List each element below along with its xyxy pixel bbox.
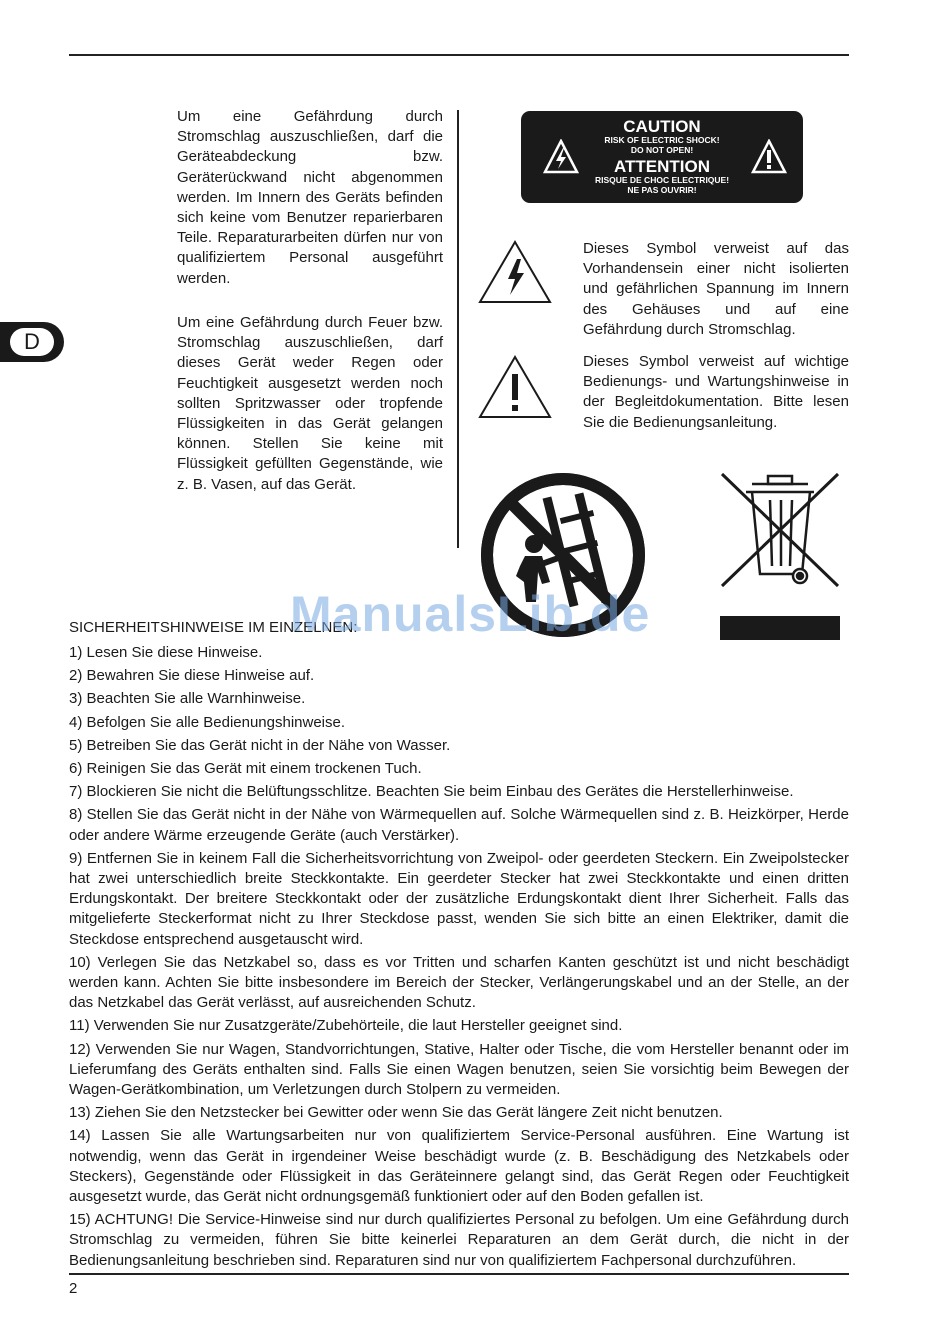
caution-do-not-open: DO NOT OPEN!	[630, 145, 694, 155]
list-item: 5) Betreiben Sie das Gerät nicht in der Nähe von Wasser.	[69, 736, 451, 754]
watermark: ManualsLib.de	[290, 586, 651, 642]
page-number: 2	[69, 1280, 78, 1297]
section-heading: SICHERHEITSHINWEISE IM EINZELNEN:	[69, 619, 358, 636]
lightning-warning-icon	[477, 239, 553, 305]
list-item: 3) Beachten Sie alle Warnhinweise.	[69, 690, 306, 708]
list-item: 9) Entfernen Sie in keinem Fall die Sicherheitsvorrichtung von Zweipol- oder geerdeten Steckern. Ein Zweipolstecker hat zwei unterschiedlich breite Steckkontakte. Ein geerdeter Stecker hat zwei Steckkontakte und einen dritten Erdungskontakt. Der breitere Steckkontakt oder der zusätzliche Erdungskontakt dient Ihrer Sicherheit. Falls das mitgelieferte Steckerformat nicht zu Ihrer Steckdose passt, wenden Sie sich bitte an einen Elektriker, damit die Steckdose entsprechend ausgetauscht wird.	[69, 849, 849, 948]
attention-title: ATTENTION	[613, 157, 710, 176]
list-item: 14) Lassen Sie alle Wartungsarbeiten nur von qualifiziertem Service-Personal ausführen. Eine Wartung ist notwendig, wenn das Gerät in irgendeiner Weise beschädigt wurde (z. B. Beschädigung des Netzkabels oder Steckers), Gegenstände oder Flüssigkeit in das Geräteinnere gelangt sind, das Gerät Regen oder Feuchtigkeit ausgesetzt wurde, das Gerät nicht ordnungsgemäß funktioniert oder auf den Boden gefallen ist.	[69, 1127, 849, 1206]
list-item: 12) Verwenden Sie nur Wagen, Standvorrichtungen, Stative, Halter oder Tische, die vom Hersteller benannt oder im Lieferumfang des Geräts enthalten sind. Falls Sie einen Wagen benutzen, seien Sie vorsichtig beim Bewegen der Wagen-Gerätkombination, um Verletzungen durch Stolpern zu vermeiden.	[69, 1040, 849, 1099]
exclamation-warning-icon	[477, 354, 553, 420]
list-item: 8) Stellen Sie das Gerät nicht in der Nähe von Wärmequellen auf. Solche Wärmequellen sind z. B. Heizkörper, Herde oder andere Wärme erzeugende Geräte (auch Verstärker).	[69, 806, 849, 844]
list-item: 15) ACHTUNG! Die Service-Hinweise sind nur durch qualifiziertes Personal zu befolgen. Um eine Gefährdung durch Stromschlag zu vermeiden, führen Sie bitte keinerlei Reparaturen an dem Gerät durch, die nicht in der Bedienungsanleitung beschrieben sind. Reparaturen sind nur von qualifiziertem Fachpersonal durchzuführen.	[69, 1211, 849, 1269]
list-item: 2) Bewahren Sie diese Hinweise auf.	[69, 667, 315, 685]
exclamation-symbol-description: Dieses Symbol verweist auf wichtige Bedienungs- und Wartungshinweise in der Begleitdokumentation. Bitte lesen Sie die Bedienungsanleitung.	[583, 353, 849, 431]
list-item: 10) Verlegen Sie das Netzkabel so, dass es vor Tritten und scharfen Kanten geschützt ist und nicht beschädigt werden kann. Achten Sie bitte insbesondere im Bereich der Stecker, Verlängerungskabel und an der Stelle, an der das Netzkabel das Gerät verlässt, auf ausreichenden Schutz.	[69, 953, 849, 1012]
lightning-icon	[543, 139, 579, 175]
language-tab	[0, 322, 64, 362]
attention-risk-text: RISQUE DE CHOC ELECTRIQUE!	[594, 175, 730, 185]
shock-warning-paragraph: Um eine Gefährdung durch Stromschlag auszuschließen, darf die Geräteabdeckung bzw. Geräterückwand nicht abgenommen werden. Im Innern des Geräts befinden sich keine vom Benutzer reparierbaren Teile. Reparaturarbeiten dürfen nur von qualifiziertem Personal ausgeführt werden.	[177, 108, 443, 287]
weee-bin-icon	[718, 470, 842, 642]
exclamation-icon	[751, 139, 787, 175]
list-item: 1) Lesen Sie diese Hinweise.	[69, 644, 263, 661]
caution-title: CAUTION	[623, 117, 701, 136]
list-item: 11) Verwenden Sie nur Zusatzgeräte/Zubehörteile, die laut Hersteller geeignet sind.	[69, 1017, 623, 1035]
lightning-symbol-description: Dieses Symbol verweist auf das Vorhandensein einer nicht isolierten und gefährlichen Spannung im Innern des Gehäuses und auf eine Gefährdung durch Stromschlag.	[583, 240, 849, 338]
list-item: 7) Blockieren Sie nicht die Belüftungsschlitze. Beachten Sie beim Einbau des Gerätes die Herstellerhinweise.	[69, 783, 794, 801]
list-item: 6) Reinigen Sie das Gerät mit einem trockenen Tuch.	[69, 760, 422, 778]
caution-risk-text: RISK OF ELECTRIC SHOCK!	[604, 135, 720, 145]
attention-do-not-open: NE PAS OUVRIR!	[627, 185, 697, 195]
list-item: 13) Ziehen Sie den Netzstecker bei Gewitter oder wenn Sie das Gerät längere Zeit nicht benutzen.	[69, 1104, 723, 1122]
language-tab-label: D	[10, 328, 54, 356]
column-divider	[457, 110, 459, 548]
caution-label	[521, 111, 803, 203]
top-rule	[69, 54, 849, 56]
list-item: 4) Befolgen Sie alle Bedienungshinweise.	[69, 713, 346, 731]
fire-warning-paragraph: Um eine Gefährdung durch Feuer bzw. Stromschlag auszuschließen, darf dieses Gerät weder Regen oder Feuchtigkeit ausgesetzt werden noch sollten Spritzwasser oder tropfende Flüssigkeiten in das Gerät gelangen können. Stellen Sie keine mit Flüssigkeit gefüllten Gegenstände, wie z. B. Vasen, auf das Gerät.	[177, 314, 443, 493]
safety-instructions-list	[69, 643, 849, 1274]
